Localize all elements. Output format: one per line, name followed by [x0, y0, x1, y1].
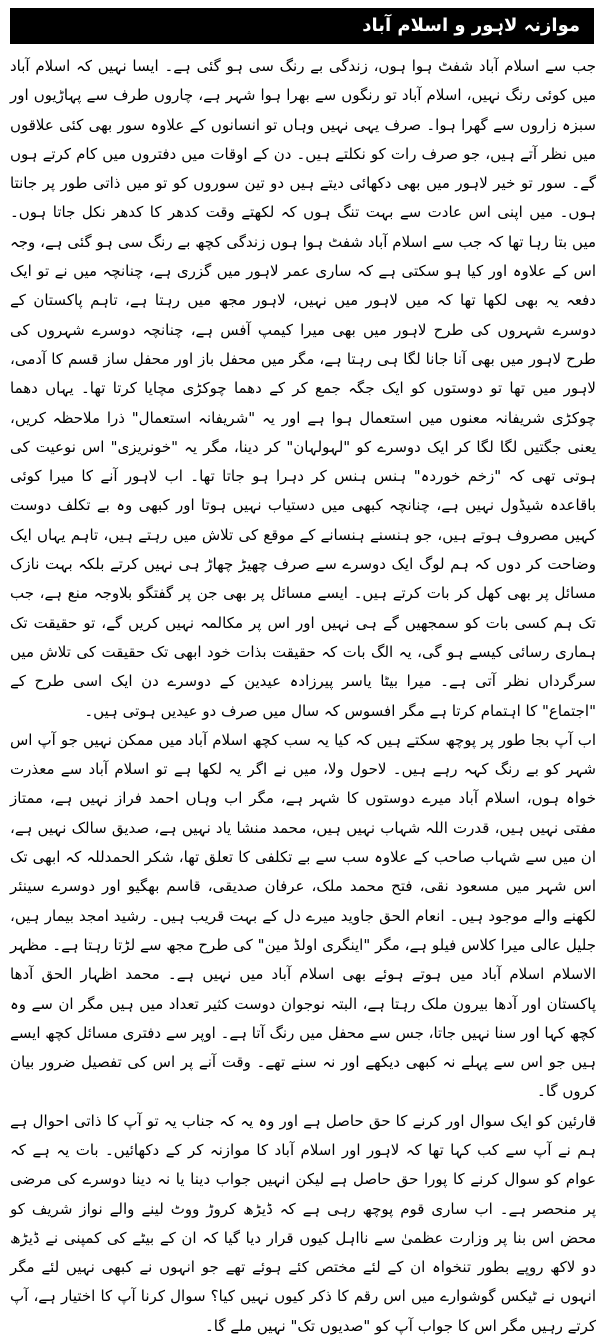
article-title: موازنہ لاہور و اسلام آباد [362, 15, 580, 36]
article-title-bar [10, 8, 594, 44]
article-paragraph-3: قارئین کو ایک سوال اور کرنے کا حق حاصل ہے اور وہ یہ کہ جناب یہ تو آپ کا ذاتی احوال ہے ہم نے آپ سے کب کہا تھا کہ لاہور اور اسلام آباد کا موازنہ کر کے دکھائیں۔ بات یہ ہے کہ عوام کو سوال کرنے کا پورا حق حاصل ہے لیکن انہیں جواب دینا یا نہ دینا دوسرے کی مرضی پر منحصر ہے۔ اب ساری قوم پوچھ رہی ہے کہ ڈیڑھ کروڑ ووٹ لینے والے نواز شریف کو محض اس بنا پر وزارت عظمیٰ سے نااہل کیوں قرار دیا گیا کہ ان کے بیٹے کی کمپنی نے ڈیڑھ دو لاکھ روپے بطور تنخواہ ان کے لئے مختص کئے ہوئے تھے جو انہوں نے کبھی نہیں لئے مگر انہوں نے ٹیکس گوشوارے میں اس رقم کا ذکر کیوں نہیں کیا؟ سوال کرنا آپ کا اختیار ہے، آپ کرتے رہیں مگر اس کا جواب آپ کو "صدیوں تک" نہیں ملے گا۔ [10, 1111, 596, 1335]
article-paragraph-2: اب آپ بجا طور پر پوچھ سکتے ہیں کہ کیا یہ سب کچھ اسلام آباد میں ممکن نہیں جو آپ اس شہر کو بے رنگ کہہ رہے ہیں۔ لاحول ولا، میں نے اگر یہ لکھا ہے تو اسلام آباد سے معذرت خواہ ہوں، اسلام آباد میرے دوستوں کا شہر ہے، مگر اب وہاں احمد فراز نہیں ہے، ممتاز مفتی نہیں ہیں، قدرت اللہ شہاب نہیں ہیں، محمد منشا یاد نہیں ہے، صدیق سالک نہیں ہے، ان میں سے شہاب صاحب کے علاوہ سب سے بے تکلفی کا تعلق تھا، شکر الحمدللہ کہ ابھی تک اس شہر میں مسعود نقی، فتح محمد ملک، عرفان صدیقی، قاسم بھگیو اور دوسرے سینئر لکھنے والے موجود ہیں۔ انعام الحق جاوید میرے دل کے بہت قریب ہیں۔ رشید امجد بیمار ہیں، جلیل عالی میرا کلاس فیلو ہے، مگر "اینگری اولڈ مین" کی طرح مجھ سے لڑتا رہتا ہے۔ مظہر الاسلام اسلام آباد میں ہوتے ہوئے بھی اسلام آباد میں نہیں ہے۔ محمد اظہار الحق آدھا پاکستان اور آدھا بیرون ملک رہتا ہے، البتہ نوجوان دوست کثیر تعداد میں ہیں مگر ان سے وہ کچھ کہا اور سنا نہیں جاتا، جس سے محفل میں رنگ آتا ہے۔ اوپر سے دفتری مسائل کچھ ایسے ہیں جو اس سے پہلے نہ کبھی دیکھے اور نہ سنے تھے۔ وقت آنے پر اس کی تفصیل ضرور بیان کروں گا۔ [10, 730, 596, 1101]
article-body [10, 52, 596, 1341]
article-paragraph-1: جب سے اسلام آباد شفٹ ہوا ہوں، زندگی بے رنگ سی ہو گئی ہے۔ ایسا نہیں کہ اسلام آباد میں کوئی رنگ نہیں، اسلام آباد تو رنگوں سے بھرا ہوا شہر ہے، چاروں طرف سے پہاڑیوں اور سبزہ زاروں سے گھرا ہوا۔ صرف یہی نہیں وہاں تو انسانوں کے علاوہ سور بھی کئی علاقوں میں نظر آتے ہیں، جو صرف رات کو نکلتے ہیں۔ دن کے اوقات میں دفتروں میں کام کرتے ہوں گے۔ سور تو خیر لاہور میں بھی دکھائی دیتے ہیں دو تین سوروں کو تو میں ذاتی طور پر جانتا ہوں۔ میں اپنی اس عادت سے بہت تنگ ہوں کہ لکھتے وقت کدھر کا کدھر نکل جاتا ہوں۔ میں بتا رہا تھا کہ جب سے اسلام آباد شفٹ ہوا ہوں زندگی کچھ بے رنگ سی ہو گئی ہے، وجہ اس کے علاوہ اور کیا ہو سکتی ہے کہ ساری عمر لاہور میں گزری ہے، چنانچہ میں نے تو ایک دفعہ یہ بھی لکھا تھا کہ میں لاہور میں نہیں، لاہور مجھ میں رہتا ہے، تاہم پاکستان کے دوسرے شہروں کی طرح لاہور میں بھی میرا کیمپ آفس ہے، چنانچہ دوسرے شہروں کی طرح لاہور میں بھی آنا جانا لگا ہی رہتا ہے، مگر میں محفل باز اور محفل ساز قسم کا آدمی، لاہور میں تھا تو دوستوں کو ایک جگہ جمع کر کے دھما چوکڑی مچایا کرتا تھا۔ یہاں دھما چوکڑی شریفانہ معنوں میں استعمال ہوا ہے اور یہ "شریفانہ استعمال" ذرا ملاحظہ کریں، یعنی جگتیں لگا لگا کر ایک دوسرے کو "لہولہان" کر دینا، مگر یہ "خونریزی" اس نوعیت کی ہوتی تھی کہ "زخم خوردہ" ہنس ہنس کر دہرا ہو جاتا تھا۔ اب لاہور آنے کا میرا کوئی باقاعدہ شیڈول نہیں ہے، چنانچہ کبھی میں دستیاب نہیں ہوتا اور کبھی وہ بے تکلف دوست کہیں مصروف ہوتے ہیں، جو ہنسنے ہنسانے کے موقع کی تلاش میں رہتے ہیں، تاہم یہاں ایک وضاحت کر دوں کہ ہم لوگ ایک دوسرے سے صرف چھیڑ چھاڑ ہی نہیں کرتے بلکہ بہت نازک مسائل پر بھی کھل کر بات کرتے ہیں۔ ایسے مسائل پر بھی جن پر گفتگو بلاوجہ منع ہے، جب تک ہم کسی بات کو سمجھیں گے ہی نہیں اور اس پر مکالمہ نہیں کریں گے، تو حقیقت تک ہماری رسائی کیسے ہو گی، یہ الگ بات کہ حقیقت بذات خود ابھی تک حقیقت کی تلاش میں سرگرداں نظر آتی ہے۔ میرا بیٹا یاسر پیرزادہ عیدین کے دوسرے دن ایک اسی طرح کے "اجتماع" کا اہتمام کرتا ہے مگر افسوس کہ سال میں صرف دو عیدیں ہوتی ہیں۔ [10, 57, 596, 720]
